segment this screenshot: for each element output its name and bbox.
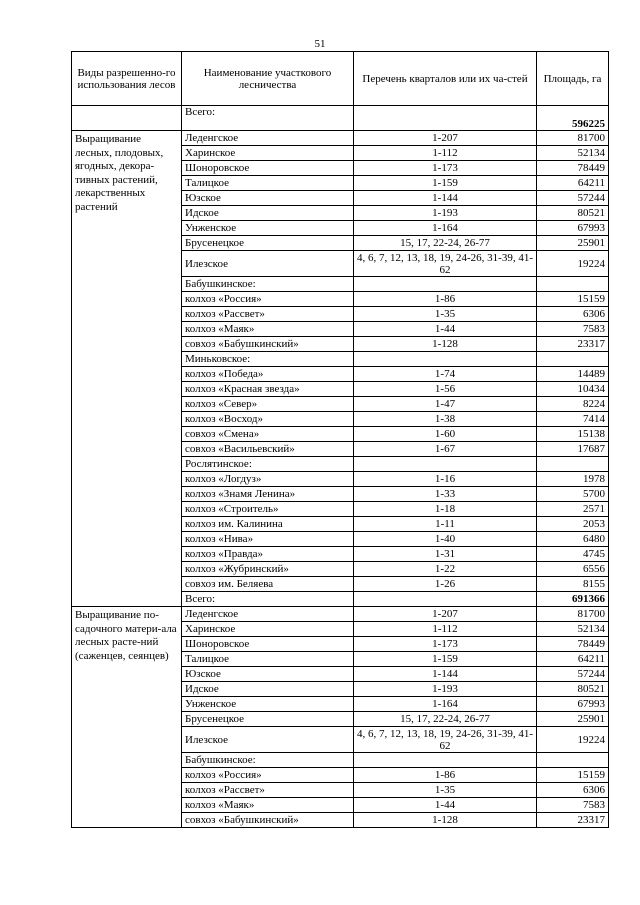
- area-cell: 5700: [537, 487, 609, 502]
- group-total-label: Всего:: [182, 592, 354, 607]
- quarters-cell: 1-18: [354, 502, 537, 517]
- forestry-name-cell: Миньковское:: [182, 352, 354, 367]
- forestry-name-cell: колхоз «Восход»: [182, 412, 354, 427]
- forestry-name-cell: Бабушкинское:: [182, 277, 354, 292]
- area-cell: [537, 753, 609, 768]
- forestry-name-cell: Шоноровское: [182, 161, 354, 176]
- area-cell: 2571: [537, 502, 609, 517]
- table-header: [72, 52, 609, 106]
- forestry-name-cell: колхоз «Знамя Ленина»: [182, 487, 354, 502]
- group-total-quarters-cell: [354, 592, 537, 607]
- table-row: [72, 131, 609, 146]
- use-kind-cell: Выращивание по-садочного матери-ала лесных расте-ний (саженцев, сеянцев): [72, 607, 182, 828]
- forestry-name-cell: колхоз «Правда»: [182, 547, 354, 562]
- forestry-name-cell: совхоз им. Беляева: [182, 577, 354, 592]
- area-cell: 78449: [537, 637, 609, 652]
- area-cell: 19224: [537, 727, 609, 753]
- quarters-cell: 1-74: [354, 367, 537, 382]
- header-kind: Виды разрешенно-го использования лесов: [72, 52, 182, 106]
- area-cell: 14489: [537, 367, 609, 382]
- forestry-name-cell: Унженское: [182, 221, 354, 236]
- forestry-name-cell: колхоз «Красная звезда»: [182, 382, 354, 397]
- area-cell: 2053: [537, 517, 609, 532]
- quarters-cell: 1-144: [354, 191, 537, 206]
- area-cell: 81700: [537, 131, 609, 146]
- quarters-cell: 1-86: [354, 768, 537, 783]
- forestry-name-cell: Рослятинское:: [182, 457, 354, 472]
- quarters-cell: 15, 17, 22-24, 26-77: [354, 712, 537, 727]
- table-row: [72, 607, 609, 622]
- forestry-name-cell: колхоз «Победа»: [182, 367, 354, 382]
- quarters-cell: 1-112: [354, 146, 537, 161]
- quarters-cell: 4, 6, 7, 12, 13, 18, 19, 24-26, 31-39, 41-62: [354, 727, 537, 753]
- top-total-kind-cell: [72, 106, 182, 131]
- forestry-name-cell: Юзское: [182, 667, 354, 682]
- forestry-name-cell: Брусенецкое: [182, 712, 354, 727]
- area-cell: 8224: [537, 397, 609, 412]
- quarters-cell: 1-67: [354, 442, 537, 457]
- area-cell: 6556: [537, 562, 609, 577]
- use-kind-cell: Выращивание лесных, плодовых, ягодных, декора-тивных растений, лекарственных растений: [72, 131, 182, 607]
- forestry-name-cell: Идское: [182, 206, 354, 221]
- quarters-cell: 1-44: [354, 798, 537, 813]
- quarters-cell: [354, 277, 537, 292]
- quarters-cell: 1-159: [354, 176, 537, 191]
- area-cell: 81700: [537, 607, 609, 622]
- forestry-name-cell: колхоз «Логдуз»: [182, 472, 354, 487]
- quarters-cell: [354, 457, 537, 472]
- quarters-cell: 1-33: [354, 487, 537, 502]
- forestry-name-cell: Илезское: [182, 251, 354, 277]
- forestry-name-cell: колхоз «Россия»: [182, 768, 354, 783]
- quarters-cell: 1-22: [354, 562, 537, 577]
- area-cell: 67993: [537, 697, 609, 712]
- forestry-name-cell: колхоз им. Калинина: [182, 517, 354, 532]
- area-cell: 78449: [537, 161, 609, 176]
- quarters-cell: [354, 352, 537, 367]
- quarters-cell: 1-60: [354, 427, 537, 442]
- header-forestry: Наименование участкового лесничества: [182, 52, 354, 106]
- quarters-cell: 1-164: [354, 221, 537, 236]
- forestry-name-cell: колхоз «Жубринский»: [182, 562, 354, 577]
- area-cell: 17687: [537, 442, 609, 457]
- area-cell: 25901: [537, 712, 609, 727]
- quarters-cell: 1-193: [354, 682, 537, 697]
- quarters-cell: 1-31: [354, 547, 537, 562]
- group-total-value: 691366: [537, 592, 609, 607]
- area-cell: 10434: [537, 382, 609, 397]
- table-body: [72, 106, 609, 828]
- area-cell: 7583: [537, 798, 609, 813]
- area-cell: 23317: [537, 337, 609, 352]
- area-cell: 52134: [537, 146, 609, 161]
- forestry-name-cell: Харинское: [182, 622, 354, 637]
- area-cell: 8155: [537, 577, 609, 592]
- forestry-name-cell: Шоноровское: [182, 637, 354, 652]
- forestry-name-cell: Юзское: [182, 191, 354, 206]
- forestry-name-cell: колхоз «Маяк»: [182, 798, 354, 813]
- area-cell: 80521: [537, 682, 609, 697]
- top-total-value: 596225: [537, 106, 609, 131]
- quarters-cell: 1-16: [354, 472, 537, 487]
- area-cell: 6480: [537, 532, 609, 547]
- area-cell: 6306: [537, 307, 609, 322]
- forestry-name-cell: колхоз «Рассвет»: [182, 783, 354, 798]
- quarters-cell: 1-86: [354, 292, 537, 307]
- forestry-name-cell: совхоз «Бабушкинский»: [182, 813, 354, 828]
- quarters-cell: 1-35: [354, 307, 537, 322]
- area-cell: 1978: [537, 472, 609, 487]
- forestry-name-cell: Леденгское: [182, 131, 354, 146]
- forestry-name-cell: колхоз «Рассвет»: [182, 307, 354, 322]
- forestry-name-cell: Талицкое: [182, 652, 354, 667]
- area-cell: [537, 457, 609, 472]
- forestry-name-cell: Харинское: [182, 146, 354, 161]
- top-total-label: Всего:: [182, 106, 354, 131]
- top-total-row: [72, 106, 609, 131]
- quarters-cell: 1-144: [354, 667, 537, 682]
- forestry-name-cell: Леденгское: [182, 607, 354, 622]
- quarters-cell: 1-128: [354, 337, 537, 352]
- area-cell: 57244: [537, 667, 609, 682]
- quarters-cell: 1-159: [354, 652, 537, 667]
- area-cell: 6306: [537, 783, 609, 798]
- forestry-name-cell: Идское: [182, 682, 354, 697]
- quarters-cell: 1-207: [354, 607, 537, 622]
- quarters-cell: 1-207: [354, 131, 537, 146]
- quarters-cell: 1-173: [354, 161, 537, 176]
- quarters-cell: 4, 6, 7, 12, 13, 18, 19, 24-26, 31-39, 41-62: [354, 251, 537, 277]
- quarters-cell: 1-193: [354, 206, 537, 221]
- forest-use-table: [71, 51, 609, 828]
- quarters-cell: 1-47: [354, 397, 537, 412]
- quarters-cell: [354, 753, 537, 768]
- quarters-cell: 15, 17, 22-24, 26-77: [354, 236, 537, 251]
- area-cell: 15138: [537, 427, 609, 442]
- area-cell: 64211: [537, 652, 609, 667]
- quarters-cell: 1-112: [354, 622, 537, 637]
- forestry-name-cell: совхоз «Васильевский»: [182, 442, 354, 457]
- quarters-cell: 1-11: [354, 517, 537, 532]
- area-cell: [537, 277, 609, 292]
- quarters-cell: 1-38: [354, 412, 537, 427]
- area-cell: 23317: [537, 813, 609, 828]
- forestry-name-cell: совхоз «Бабушкинский»: [182, 337, 354, 352]
- quarters-cell: 1-56: [354, 382, 537, 397]
- forestry-name-cell: Илезское: [182, 727, 354, 753]
- area-cell: 4745: [537, 547, 609, 562]
- forestry-name-cell: колхоз «Строитель»: [182, 502, 354, 517]
- top-total-quarters-cell: [354, 106, 537, 131]
- area-cell: 7414: [537, 412, 609, 427]
- area-cell: 19224: [537, 251, 609, 277]
- quarters-cell: 1-35: [354, 783, 537, 798]
- forestry-name-cell: Бабушкинское:: [182, 753, 354, 768]
- forestry-name-cell: Брусенецкое: [182, 236, 354, 251]
- quarters-cell: 1-128: [354, 813, 537, 828]
- area-cell: 67993: [537, 221, 609, 236]
- forestry-name-cell: колхоз «Север»: [182, 397, 354, 412]
- area-cell: 52134: [537, 622, 609, 637]
- quarters-cell: 1-44: [354, 322, 537, 337]
- area-cell: 64211: [537, 176, 609, 191]
- forestry-name-cell: колхоз «Россия»: [182, 292, 354, 307]
- forestry-name-cell: колхоз «Маяк»: [182, 322, 354, 337]
- area-cell: 80521: [537, 206, 609, 221]
- forestry-name-cell: совхоз «Смена»: [182, 427, 354, 442]
- forestry-name-cell: Унженское: [182, 697, 354, 712]
- forestry-name-cell: Талицкое: [182, 176, 354, 191]
- forestry-name-cell: колхоз «Нива»: [182, 532, 354, 547]
- area-cell: 15159: [537, 292, 609, 307]
- header-area: Площадь, га: [537, 52, 609, 106]
- area-cell: 25901: [537, 236, 609, 251]
- page-number: 51: [314, 38, 326, 50]
- area-cell: 15159: [537, 768, 609, 783]
- quarters-cell: 1-26: [354, 577, 537, 592]
- quarters-cell: 1-173: [354, 637, 537, 652]
- area-cell: [537, 352, 609, 367]
- quarters-cell: 1-164: [354, 697, 537, 712]
- area-cell: 7583: [537, 322, 609, 337]
- header-quarters: Перечень кварталов или их ча-стей: [354, 52, 537, 106]
- quarters-cell: 1-40: [354, 532, 537, 547]
- area-cell: 57244: [537, 191, 609, 206]
